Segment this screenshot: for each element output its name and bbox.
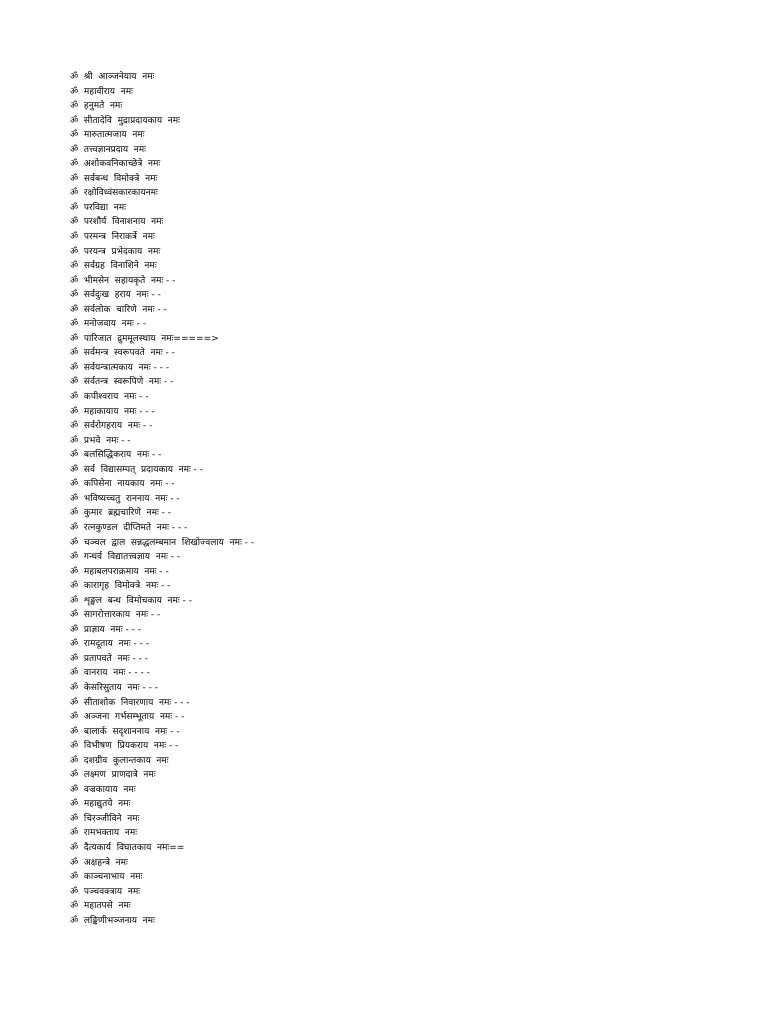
mantra-line: ॐ कपीश्वराय नमः - - bbox=[70, 392, 149, 403]
mantra-line: ॐ सर्वमन्त्र स्वरूपवते नमः - - bbox=[70, 348, 175, 359]
mantra-line: ॐ सर्वतन्त्र स्वरूपिणे नमः - - bbox=[70, 377, 174, 388]
mantra-line: ॐ सर्वयन्त्रात्मकाय नमः - - - bbox=[70, 362, 170, 373]
mantra-line: ॐ कपिसेना नायकाय नमः - - bbox=[70, 479, 175, 490]
mantra-line: ॐ विभीषण प्रियकराय नमः - - bbox=[70, 741, 179, 752]
mantra-line: ॐ पारिजात द्रुममूलस्थाय नमः=====> bbox=[70, 333, 219, 344]
mantra-line: ॐ सर्वबन्ध विमोक्त्रे नमः bbox=[70, 173, 158, 184]
mantra-line: ॐ प्राज्ञाय नमः - - - bbox=[70, 624, 141, 635]
mantra-line: ॐ गन्धर्व विद्यातत्त्वज्ञाय नमः - - bbox=[70, 552, 181, 563]
mantra-line: ॐ सर्वग्रह विनाशिने नमः bbox=[70, 261, 157, 272]
mantra-line: ॐ रामभक्ताय नमः bbox=[70, 828, 138, 839]
mantra-line: ॐ रामदूताय नमः - - - bbox=[70, 639, 150, 650]
mantra-line: ॐ महाबलपराक्रमाय नमः - - bbox=[70, 566, 169, 577]
mantra-line: ॐ महातपसे नमः bbox=[70, 901, 131, 912]
mantra-line: ॐ सीताशोक निवारणाय नमः - - - bbox=[70, 697, 190, 708]
mantra-line: ॐ सर्वदुःख हराय नमः - - bbox=[70, 290, 161, 301]
mantra-line: ॐ महाकायाय नमः - - - bbox=[70, 406, 155, 417]
mantra-line: ॐ परशौर्य विनाशनाय नमः bbox=[70, 217, 164, 228]
mantra-line: ॐ सीतादेवि मुद्राप्रदायकाय नमः bbox=[70, 115, 180, 126]
mantra-line: ॐ मनोजवाय नमः - - bbox=[70, 319, 147, 330]
mantra-line: ॐ परविद्या नमः bbox=[70, 202, 126, 213]
mantra-line: ॐ रत्नकुण्डल दीप्तिमते नमः - - - bbox=[70, 522, 188, 533]
mantra-line: ॐ भविष्यच्चतु राननाय नमः - - bbox=[70, 493, 180, 504]
mantra-line: ॐ भीमसेन सहायकृते नमः - - bbox=[70, 275, 176, 286]
mantra-line: ॐ लङ्किणीभञ्जनाय नमः bbox=[70, 915, 155, 926]
mantra-line: ॐ वज्रकायाय नमः bbox=[70, 784, 136, 795]
mantra-line: ॐ केसरिसुताय नमः - - - bbox=[70, 682, 158, 693]
mantra-line: ॐ प्रतापवते नमः - - - bbox=[70, 653, 148, 664]
mantra-line: ॐ अक्षहन्त्रे नमः bbox=[70, 857, 128, 868]
mantra-line: ॐ शृङ्खल बन्ध विमोचकाय नमः - - bbox=[70, 595, 192, 606]
mantra-line: ॐ परमन्त्र निराकर्त्रे नमः bbox=[70, 232, 155, 243]
mantra-line: ॐ पञ्चवक्त्राय नमः bbox=[70, 886, 141, 897]
mantra-line: ॐ कुमार ब्रह्मचारिणे नमः - - bbox=[70, 508, 172, 519]
mantra-line: ॐ प्रभवे नमः - - bbox=[70, 435, 131, 446]
mantra-line: ॐ सर्वलोक चारिणे नमः - - bbox=[70, 304, 167, 315]
mantra-line: ॐ बालार्क सदृशाननाय नमः - - bbox=[70, 726, 180, 737]
mantra-line: ॐ परयन्त्र प्रभेदकाय नमः bbox=[70, 246, 161, 257]
mantra-line: ॐ महाद्युतये नमः bbox=[70, 799, 131, 810]
mantra-line: ॐ कारागृह विमोक्त्रे नमः - - bbox=[70, 581, 171, 592]
mantra-line: ॐ वानराय नमः - - - - bbox=[70, 668, 150, 679]
mantra-line: ॐ रक्षोविध्वंसकारकायनमः bbox=[70, 188, 158, 199]
mantra-line: ॐ लक्ष्मण प्राणदात्रे नमः bbox=[70, 770, 156, 781]
mantra-line: ॐ अशोकवनिकाच्छेत्रे नमः bbox=[70, 159, 161, 170]
mantra-line: ॐ दैत्यकार्य विघातकाय नमः== bbox=[70, 842, 185, 853]
mantra-list bbox=[70, 70, 254, 928]
mantra-line: ॐ काञ्चनाभाय नमः bbox=[70, 872, 143, 883]
mantra-line: ॐ अञ्जना गर्भसम्भूताय नमः - - bbox=[70, 712, 185, 723]
mantra-line: ॐ चञ्चल द्वाल सन्नद्धलम्बमान शिखोज्वलाय नमः - - bbox=[70, 537, 254, 548]
mantra-line: ॐ श्री आञ्जनेयाय नमः bbox=[70, 72, 155, 82]
mantra-line: ॐ महावीराय नमः bbox=[70, 86, 133, 97]
mantra-line: ॐ दशग्रीव कुलान्तकाय नमः bbox=[70, 755, 169, 766]
mantra-line: ॐ हनुमते नमः bbox=[70, 101, 123, 112]
mantra-line: ॐ सागरोत्तारकाय नमः - - bbox=[70, 610, 161, 621]
mantra-line: ॐ मारुतात्मजाय नमः bbox=[70, 130, 145, 141]
mantra-line: ॐ सर्व विद्यासम्पत् प्रदायकाय नमः - - bbox=[70, 464, 204, 475]
mantra-line: ॐ चिरञ्जीविने नमः bbox=[70, 813, 140, 824]
mantra-line: ॐ बलसिद्धिकराय नमः - - bbox=[70, 450, 162, 461]
mantra-line: ॐ तत्त्वज्ञानप्रदाय नमः bbox=[70, 144, 147, 155]
mantra-line: ॐ सर्वरोगहराय नमः - - bbox=[70, 421, 153, 432]
